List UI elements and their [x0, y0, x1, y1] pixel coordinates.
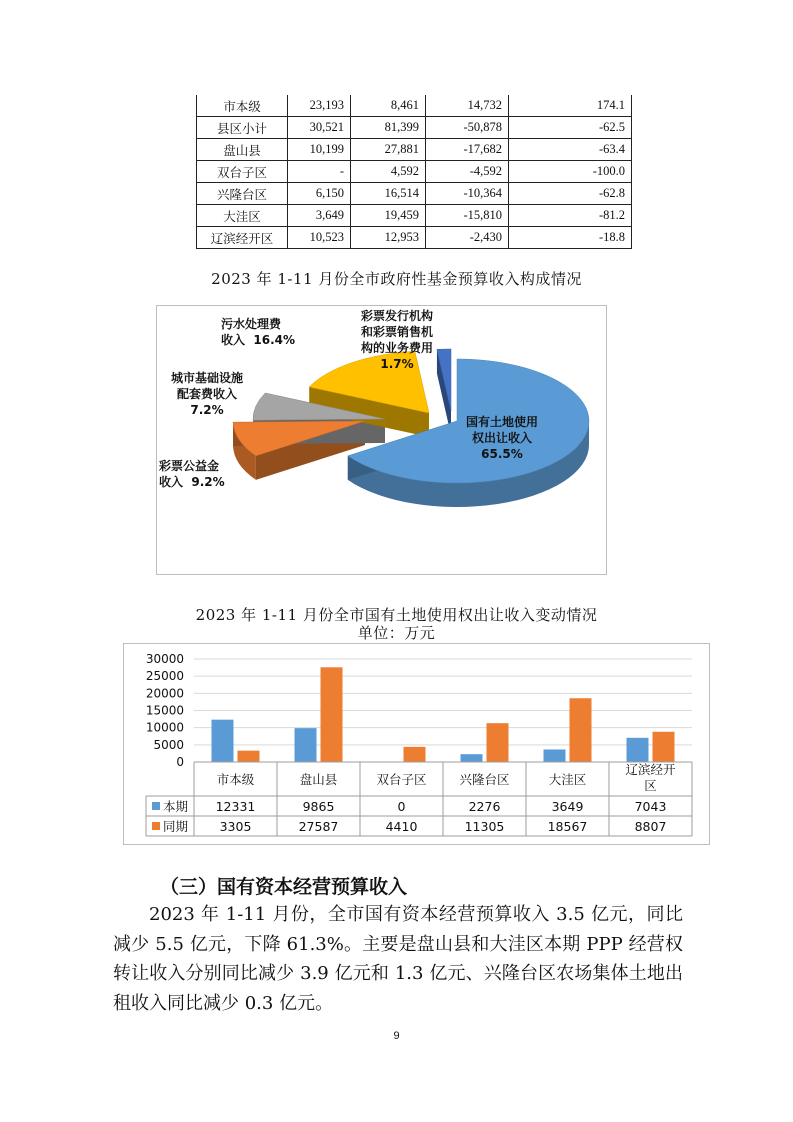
table-cell-v1: 23,193 — [288, 95, 351, 117]
table-cell-name: 辽滨经开区 — [197, 227, 288, 249]
table-cell-v3: -50,878 — [426, 117, 509, 139]
x-category-label: 区 — [644, 778, 657, 793]
bar-本期-市本级 — [212, 720, 234, 762]
bar-本期-兴隆台区 — [461, 754, 483, 762]
data-label: 7043 — [634, 799, 667, 814]
x-category-label: 双台子区 — [376, 772, 427, 787]
x-category-label: 兴隆台区 — [459, 772, 510, 787]
data-label: 12331 — [215, 799, 256, 814]
data-label: 2276 — [468, 799, 501, 814]
budget-table — [196, 95, 632, 249]
pie-label-sewage: 污水处理费 收入 16.4% — [221, 317, 296, 347]
table-cell-v2: 19,459 — [351, 205, 426, 227]
table-cell-v2: 16,514 — [351, 183, 426, 205]
data-label: 0 — [397, 799, 406, 814]
table-cell-v3: -10,364 — [426, 183, 509, 205]
table-row — [197, 161, 632, 183]
section-paragraph: 2023 年 1-11 月份，全市国有资本经营预算收入 3.5 亿元，同比减少 5.5 亿元，下降 61.3%。主要是盘山县和大洼区本期 PPP 经营权转让收入分别同比减少 3.9 亿元和 1.3 亿元、兴隆台区农场集体土地出租收入同比减少 0.3 亿元。 — [113, 904, 683, 1014]
table-cell-v1: 30,521 — [288, 117, 351, 139]
table-cell-v1: 6,150 — [288, 183, 351, 205]
bar-同期-市本级 — [238, 751, 260, 762]
table-row — [197, 117, 632, 139]
table-row — [197, 205, 632, 227]
bar-同期-辽滨经开区 — [653, 732, 675, 762]
table-cell-v1: 10,523 — [288, 227, 351, 249]
table-cell-v4: -81.2 — [509, 205, 632, 227]
table-row — [197, 95, 632, 117]
table-cell-v1: 10,199 — [288, 139, 351, 161]
bar-同期-双台子区 — [404, 747, 426, 762]
table-row — [197, 227, 632, 249]
table-row — [197, 183, 632, 205]
y-tick-label: 15000 — [145, 703, 184, 718]
table-cell-v2: 27,881 — [351, 139, 426, 161]
legend-label-本期: 本期 — [163, 799, 189, 814]
bar-本期-辽滨经开区 — [627, 738, 649, 762]
table-cell-name: 县区小计 — [197, 117, 288, 139]
y-tick-label: 0 — [176, 755, 184, 769]
data-label: 9865 — [302, 799, 335, 814]
y-tick-label: 10000 — [145, 720, 184, 735]
data-label: 8807 — [634, 819, 667, 834]
table-cell-v4: -18.8 — [509, 227, 632, 249]
y-tick-label: 20000 — [145, 686, 184, 701]
table-cell-v3: -2,430 — [426, 227, 509, 249]
bar-chart — [124, 644, 709, 844]
x-category-label: 市本级 — [216, 772, 255, 787]
legend-swatch-同期 — [152, 822, 160, 830]
y-tick-label: 30000 — [145, 652, 184, 666]
table-row — [197, 139, 632, 161]
x-category-label: 辽滨经开 — [625, 762, 676, 777]
pie-label-lottery-fee: 彩票发行机构 和彩票销售机 构的业务费用 1.7% — [360, 309, 433, 371]
table-cell-v4: -100.0 — [509, 161, 632, 183]
table-cell-v4: 174.1 — [509, 95, 632, 117]
table-cell-v2: 4,592 — [351, 161, 426, 183]
pie-label-lottery-fund: 彩票公益金 收入 9.2% — [159, 459, 225, 489]
legend-swatch-本期 — [152, 802, 160, 810]
bar-同期-大洼区 — [570, 698, 592, 762]
table-cell-v3: 14,732 — [426, 95, 509, 117]
table-cell-v3: -17,682 — [426, 139, 509, 161]
bar-unit: 单位：万元 — [357, 624, 436, 642]
data-label: 3305 — [219, 819, 252, 834]
table-cell-name: 兴隆台区 — [197, 183, 288, 205]
data-label: 4410 — [385, 819, 418, 834]
bar-caption: 2023 年 1-11 月份全市国有土地使用权出让收入变动情况 — [195, 606, 598, 624]
table-cell-name: 双台子区 — [197, 161, 288, 183]
y-tick-label: 25000 — [145, 669, 184, 684]
table-cell-v4: -63.4 — [509, 139, 632, 161]
data-label: 18567 — [547, 819, 588, 834]
table-cell-v1: 3,649 — [288, 205, 351, 227]
pie-chart-frame — [156, 305, 607, 575]
y-tick-label: 5000 — [153, 737, 184, 752]
page-number: 9 — [393, 1030, 400, 1042]
bar-本期-盘山县 — [295, 728, 317, 762]
table-cell-v2: 12,953 — [351, 227, 426, 249]
bar-本期-大洼区 — [544, 749, 566, 762]
legend-label-同期: 同期 — [163, 819, 189, 834]
table-cell-name: 市本级 — [197, 95, 288, 117]
x-category-label: 盘山县 — [299, 772, 338, 787]
bar-同期-兴隆台区 — [487, 723, 509, 762]
table-cell-v2: 81,399 — [351, 117, 426, 139]
table-cell-v1: - — [288, 161, 351, 183]
data-label: 27587 — [298, 819, 339, 834]
pie-label-infrastructure: 城市基础设施 配套费收入 7.2% — [170, 371, 243, 417]
table-cell-v3: -4,592 — [426, 161, 509, 183]
bar-chart-frame — [123, 643, 710, 845]
table-cell-name: 大洼区 — [197, 205, 288, 227]
bar-同期-盘山县 — [321, 667, 343, 762]
pie-caption: 2023 年 1-11 月份全市政府性基金预算收入构成情况 — [211, 270, 582, 288]
table-cell-v4: -62.5 — [509, 117, 632, 139]
table-cell-name: 盘山县 — [197, 139, 288, 161]
x-category-label: 大洼区 — [548, 772, 587, 787]
section-heading: （三）国有资本经营预算收入 — [160, 876, 408, 898]
table-cell-v3: -15,810 — [426, 205, 509, 227]
table-cell-v4: -62.8 — [509, 183, 632, 205]
data-label: 11305 — [464, 819, 505, 834]
table-cell-v2: 8,461 — [351, 95, 426, 117]
data-label: 3649 — [551, 799, 584, 814]
pie-label-land: 国有土地使用 权出让收入 65.5% — [465, 415, 538, 461]
